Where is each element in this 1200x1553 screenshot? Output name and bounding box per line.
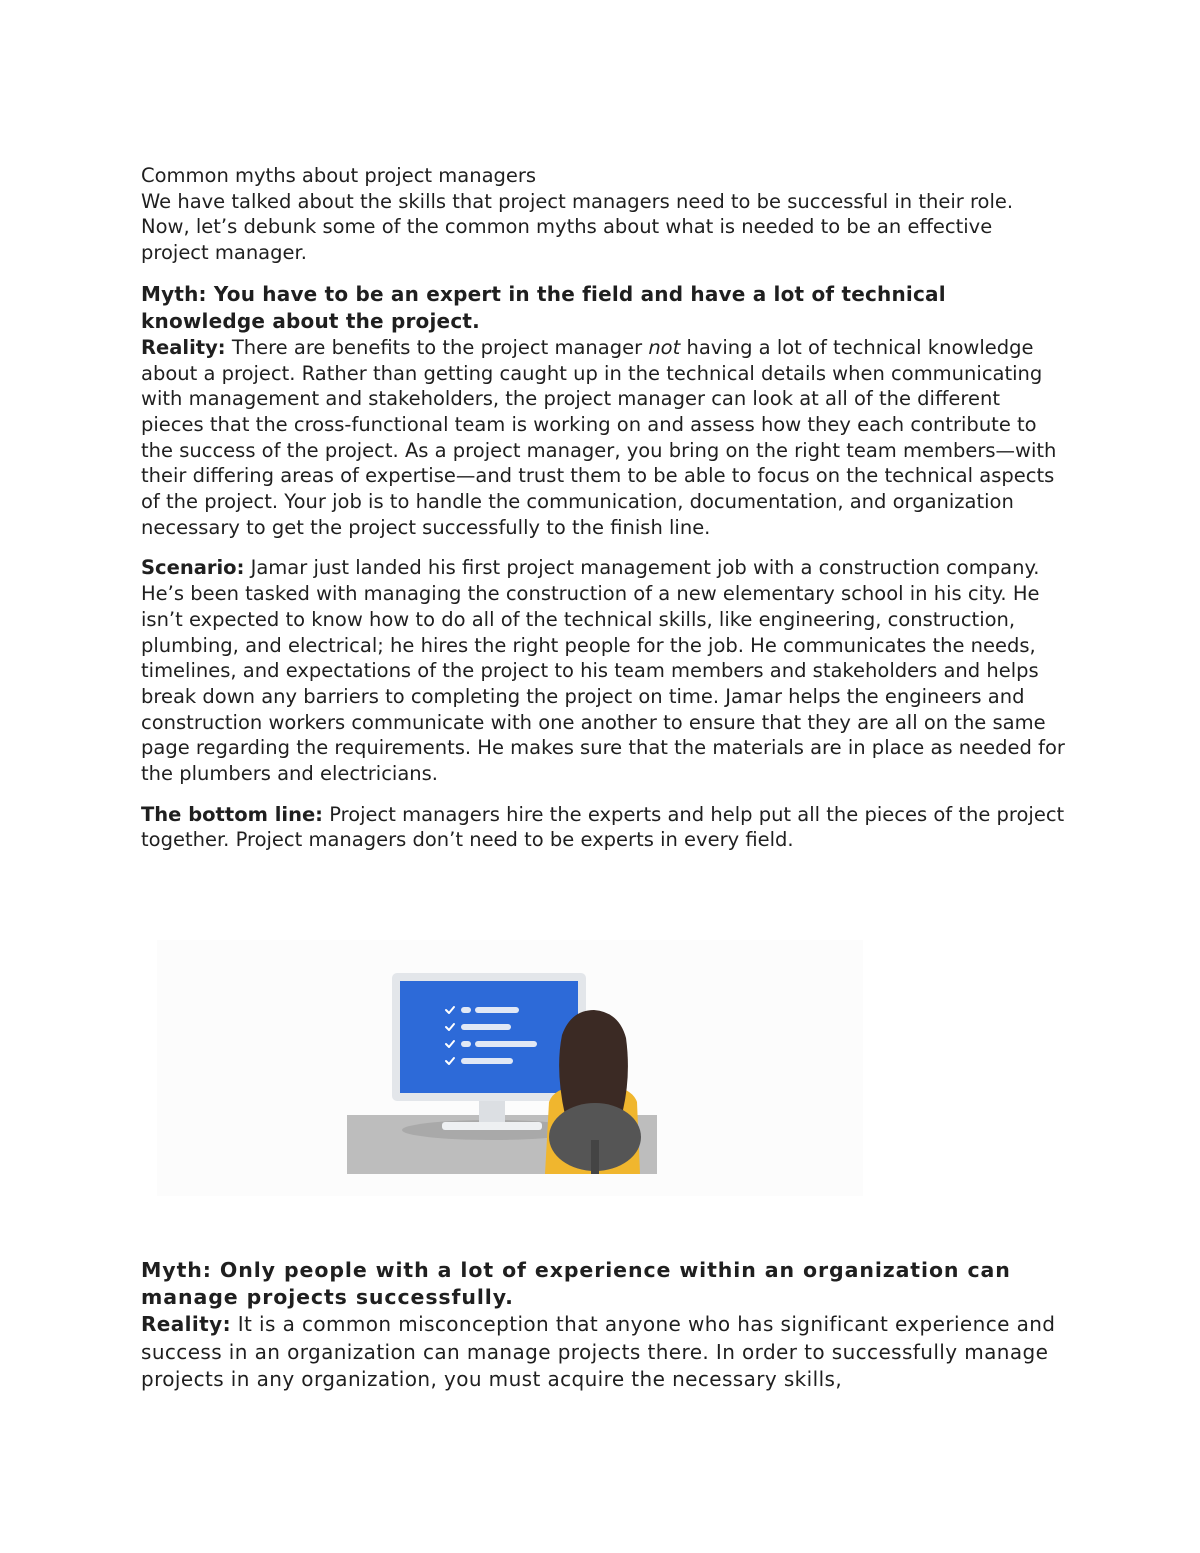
section-myth-2 (141, 1257, 1066, 1394)
document-title: Common myths about project managers (141, 164, 537, 187)
reality-1-emphasis: not (648, 335, 681, 359)
intro-paragraph: We have talked about the skills that project managers need to be successful in their role. Now, let’s debunk some of the common myths about what is needed to be an effective project manager. (141, 189, 1014, 265)
bottom-line-label: The bottom line: (141, 802, 323, 826)
monitor-stand (442, 1122, 542, 1130)
bottom-line-paragraph (141, 802, 1066, 853)
myth-2-label: Myth: (141, 1258, 212, 1282)
chair-post (591, 1140, 599, 1174)
myth-1-label: Myth: (141, 281, 207, 306)
myth-2-statement (141, 1257, 1066, 1311)
reality-1-paragraph (141, 335, 1066, 541)
scenario-paragraph (141, 555, 1066, 786)
reality-2-text: It is a common misconception that anyone who has significant experience and success in an organization can manage projects there. In order to successfully manage projects in any organization, you must acquire the necessary skills, (141, 1312, 1056, 1391)
reality-1-text-before: There are benefits to the project manager (231, 335, 643, 359)
myth-1-text: You have to be an expert in the field and have a lot of technical knowledge about the project. (141, 281, 946, 333)
reality-2-label: Reality: (141, 1312, 231, 1336)
project-manager-illustration (157, 940, 863, 1196)
monitor-neck (479, 1100, 505, 1124)
scenario-label: Scenario: (141, 556, 245, 580)
section-myth-1 (141, 163, 1066, 853)
reality-1-label: Reality: (141, 335, 226, 359)
bottom-line-text: Project managers hire the experts and help put all the pieces of the project together. Project managers don’t need to be experts in every field. (141, 802, 1065, 852)
myth-2-text: Only people with a lot of experience within an organization can manage projects successfully. (141, 1258, 1011, 1309)
person-hair (559, 1010, 628, 1119)
reality-2-paragraph (141, 1311, 1066, 1394)
myth-1-statement (141, 281, 1066, 335)
monitor-screen (400, 981, 578, 1093)
reality-1-text-after: having a lot of technical knowledge about a project. Rather than getting caught up in the technical details when communicating with management and stakeholders, the project manager can look at all of the different pieces that the cross-functional team is working on and assess how they each contribute to the success of the project. As a project manager, you bring on the right team members—with their differing areas of expertise—and trust them to be able to focus on the technical aspects of the project. Your job is to handle the communication, documentation, and organization necessary to get the project successfully to the finish line. (141, 335, 1057, 539)
scenario-text: Jamar just landed his first project management job with a construction company. He’s been tasked with managing the construction of a new elementary school in his city. He isn’t expected to know how to do all of the technical skills, like engineering, construction, plumbing, and electrical; he hires the right people for the job. He communicates the needs, timelines, and expectations of the project to his team members and stakeholders and helps break down any barriers to completing the project on time. Jamar helps the engineers and construction workers communicate with one another to ensure that they are all on the same page regarding the requirements. He makes sure that the materials are in place as needed for the plumbers and electricians. (141, 556, 1065, 786)
